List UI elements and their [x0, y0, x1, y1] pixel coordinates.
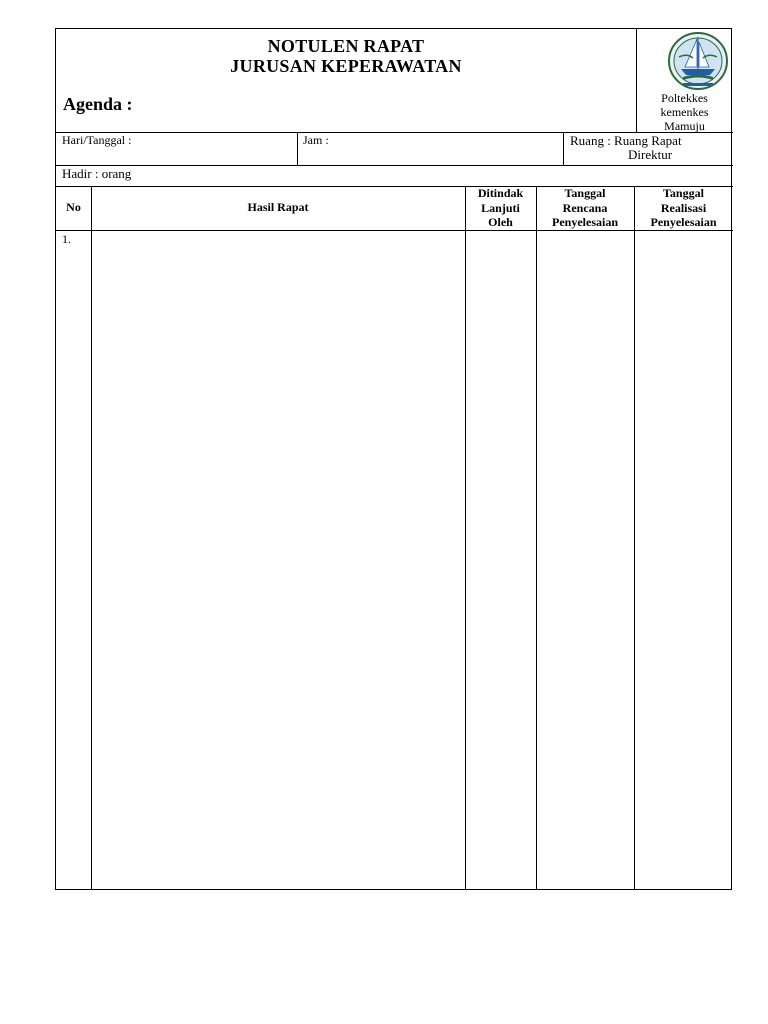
document-subtitle: JURUSAN KEPERAWATAN	[230, 56, 462, 76]
column-header-text: Tanggal	[564, 186, 606, 200]
table-header-divider	[56, 230, 733, 231]
logo-caption-line: kemenkes	[660, 105, 709, 119]
column-header-text: Lanjuti	[481, 200, 520, 215]
column-header-ditindak-lanjuti	[465, 186, 536, 230]
logo-caption	[637, 91, 732, 133]
column-header-text: Realisasi	[660, 200, 707, 215]
column-header-text: No	[66, 200, 81, 214]
column-header-text: Penyelesaian	[650, 215, 717, 229]
column-header-text: Oleh	[488, 215, 513, 229]
column-header-text: Hasil Rapat	[247, 200, 309, 214]
logo-caption-line: Mamuju	[664, 119, 705, 133]
column-header-text: Tanggal	[663, 186, 704, 200]
info-row-divider	[56, 165, 733, 166]
column-header-hasil-rapat	[91, 200, 465, 215]
column-header-no	[56, 200, 91, 215]
table-column-divider	[465, 186, 466, 890]
column-header-tanggal-realisasi	[634, 186, 733, 230]
logo-area	[637, 29, 732, 132]
attendance-field-label: Hadir : orang	[62, 166, 132, 181]
room-field-label-line2: Direktur	[628, 147, 673, 162]
logo-caption-line: Poltekkes	[661, 91, 708, 105]
info-divider	[563, 132, 564, 165]
agenda-label: Agenda :	[63, 94, 133, 114]
time-field-label: Jam :	[303, 133, 329, 147]
table-column-divider	[634, 186, 635, 890]
meeting-minutes-form	[55, 28, 732, 890]
column-header-text: Rencana	[562, 200, 608, 215]
table-column-divider	[536, 186, 537, 890]
column-header-text: Ditindak	[477, 186, 524, 200]
column-header-tanggal-rencana	[536, 186, 634, 230]
date-field-label: Hari/Tanggal :	[62, 133, 132, 147]
info-divider	[297, 132, 298, 165]
table-column-divider	[91, 186, 92, 890]
document-title: NOTULEN RAPAT	[267, 36, 425, 56]
table-row-number: 1.	[62, 232, 71, 246]
poltekkes-emblem-icon	[667, 31, 729, 97]
room-field-label: Ruang : Ruang Rapat	[570, 133, 682, 148]
column-header-text: Penyelesaian	[552, 215, 618, 229]
